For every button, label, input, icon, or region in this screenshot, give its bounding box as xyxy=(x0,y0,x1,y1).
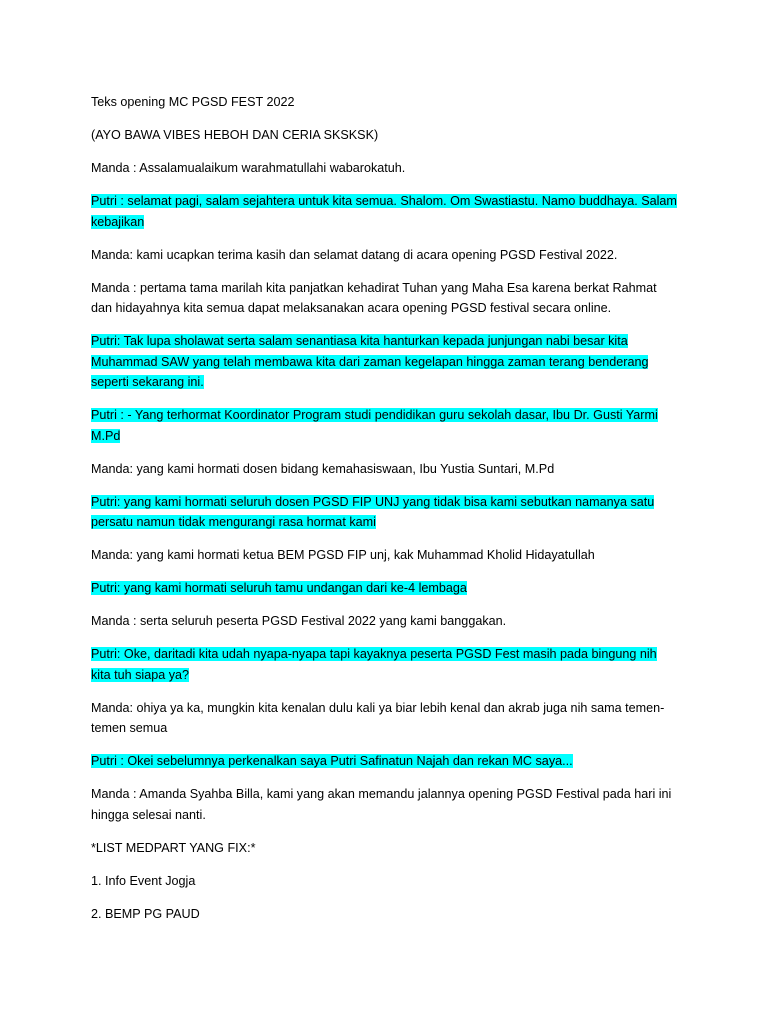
document-body xyxy=(91,92,679,937)
paragraph xyxy=(91,578,679,599)
paragraph xyxy=(91,698,679,739)
paragraph xyxy=(91,245,679,266)
paragraph-text: Teks opening MC PGSD FEST 2022 xyxy=(91,95,295,109)
paragraph-text: Manda : pertama tama marilah kita panjatkan kehadirat Tuhan yang Maha Esa karena berkat Rahmat dan hidayahnya kita semua dapat melaksanakan acara opening PGSD festival secara online. xyxy=(91,280,657,315)
paragraph xyxy=(91,278,679,319)
highlighted-paragraph-text: Putri: yang kami hormati seluruh dosen PGSD FIP UNJ yang tidak bisa kami sebutkan namanya satu persatu namun tidak mengurangi rasa hormat kami xyxy=(91,494,655,529)
paragraph xyxy=(91,92,679,113)
paragraph xyxy=(91,838,679,859)
highlighted-paragraph-text: Putri: Oke, daritadi kita udah nyapa-nyapa tapi kayaknya peserta PGSD Fest masih pada bingung nih kita tuh siapa ya? xyxy=(91,647,657,682)
paragraph xyxy=(91,331,679,393)
paragraph-text: 1. Info Event Jogja xyxy=(91,873,196,888)
paragraph-text: Manda : Assalamualaikum warahmatullahi wabarokatuh. xyxy=(91,161,406,175)
highlighted-paragraph-text: Putri: Tak lupa sholawat serta salam senantiasa kita hanturkan kepada junjungan nabi besar kita Muhammad SAW yang telah membawa kita dari zaman kegelapan hingga zaman terang benderang seperti sekarang ini. xyxy=(91,334,649,389)
paragraph-text: Manda: yang kami hormati ketua BEM PGSD FIP unj, kak Muhammad Kholid Hidayatullah xyxy=(91,548,595,562)
paragraph xyxy=(91,751,679,772)
paragraph xyxy=(91,784,679,825)
paragraph-text: Manda : Amanda Syahba Billa, kami yang akan memandu jalannya opening PGSD Festival pada hari ini hingga selesai nanti. xyxy=(91,787,672,822)
highlighted-paragraph-text: Putri : selamat pagi, salam sejahtera untuk kita semua. Shalom. Om Swastiastu. Namo buddhaya. Salam kebajikan xyxy=(91,194,677,229)
paragraph xyxy=(91,405,679,446)
paragraph xyxy=(91,644,679,685)
paragraph xyxy=(91,904,679,925)
paragraph-text: Manda: kami ucapkan terima kasih dan selamat datang di acara opening PGSD Festival 2022. xyxy=(91,247,618,262)
paragraph xyxy=(91,611,679,632)
paragraph xyxy=(91,459,679,480)
paragraph-text: Manda: yang kami hormati dosen bidang kemahasiswaan, Ibu Yustia Suntari, M.Pd xyxy=(91,461,555,476)
paragraph xyxy=(91,191,679,232)
paragraph-text: Manda : serta seluruh peserta PGSD Festival 2022 yang kami banggakan. xyxy=(91,614,507,628)
paragraph xyxy=(91,125,679,146)
paragraph-text: *LIST MEDPART YANG FIX:* xyxy=(91,840,256,855)
highlighted-paragraph-text: Putri : Okei sebelumnya perkenalkan saya Putri Safinatun Najah dan rekan MC saya... xyxy=(91,754,573,768)
paragraph-text: Manda: ohiya ya ka, mungkin kita kenalan dulu kali ya biar lebih kenal dan akrab juga nih sama temen-temen semua xyxy=(91,700,665,735)
paragraph xyxy=(91,158,679,179)
highlighted-paragraph-text: Putri: yang kami hormati seluruh tamu undangan dari ke-4 lembaga xyxy=(91,581,467,595)
paragraph-text: (AYO BAWA VIBES HEBOH DAN CERIA SKSKSK) xyxy=(91,128,379,142)
paragraph xyxy=(91,545,679,566)
paragraph xyxy=(91,492,679,533)
highlighted-paragraph-text: Putri : - Yang terhormat Koordinator Program studi pendidikan guru sekolah dasar, Ibu Dr. Gusti Yarmi M.Pd xyxy=(91,408,658,443)
paragraph-text: 2. BEMP PG PAUD xyxy=(91,906,200,921)
paragraph xyxy=(91,871,679,892)
